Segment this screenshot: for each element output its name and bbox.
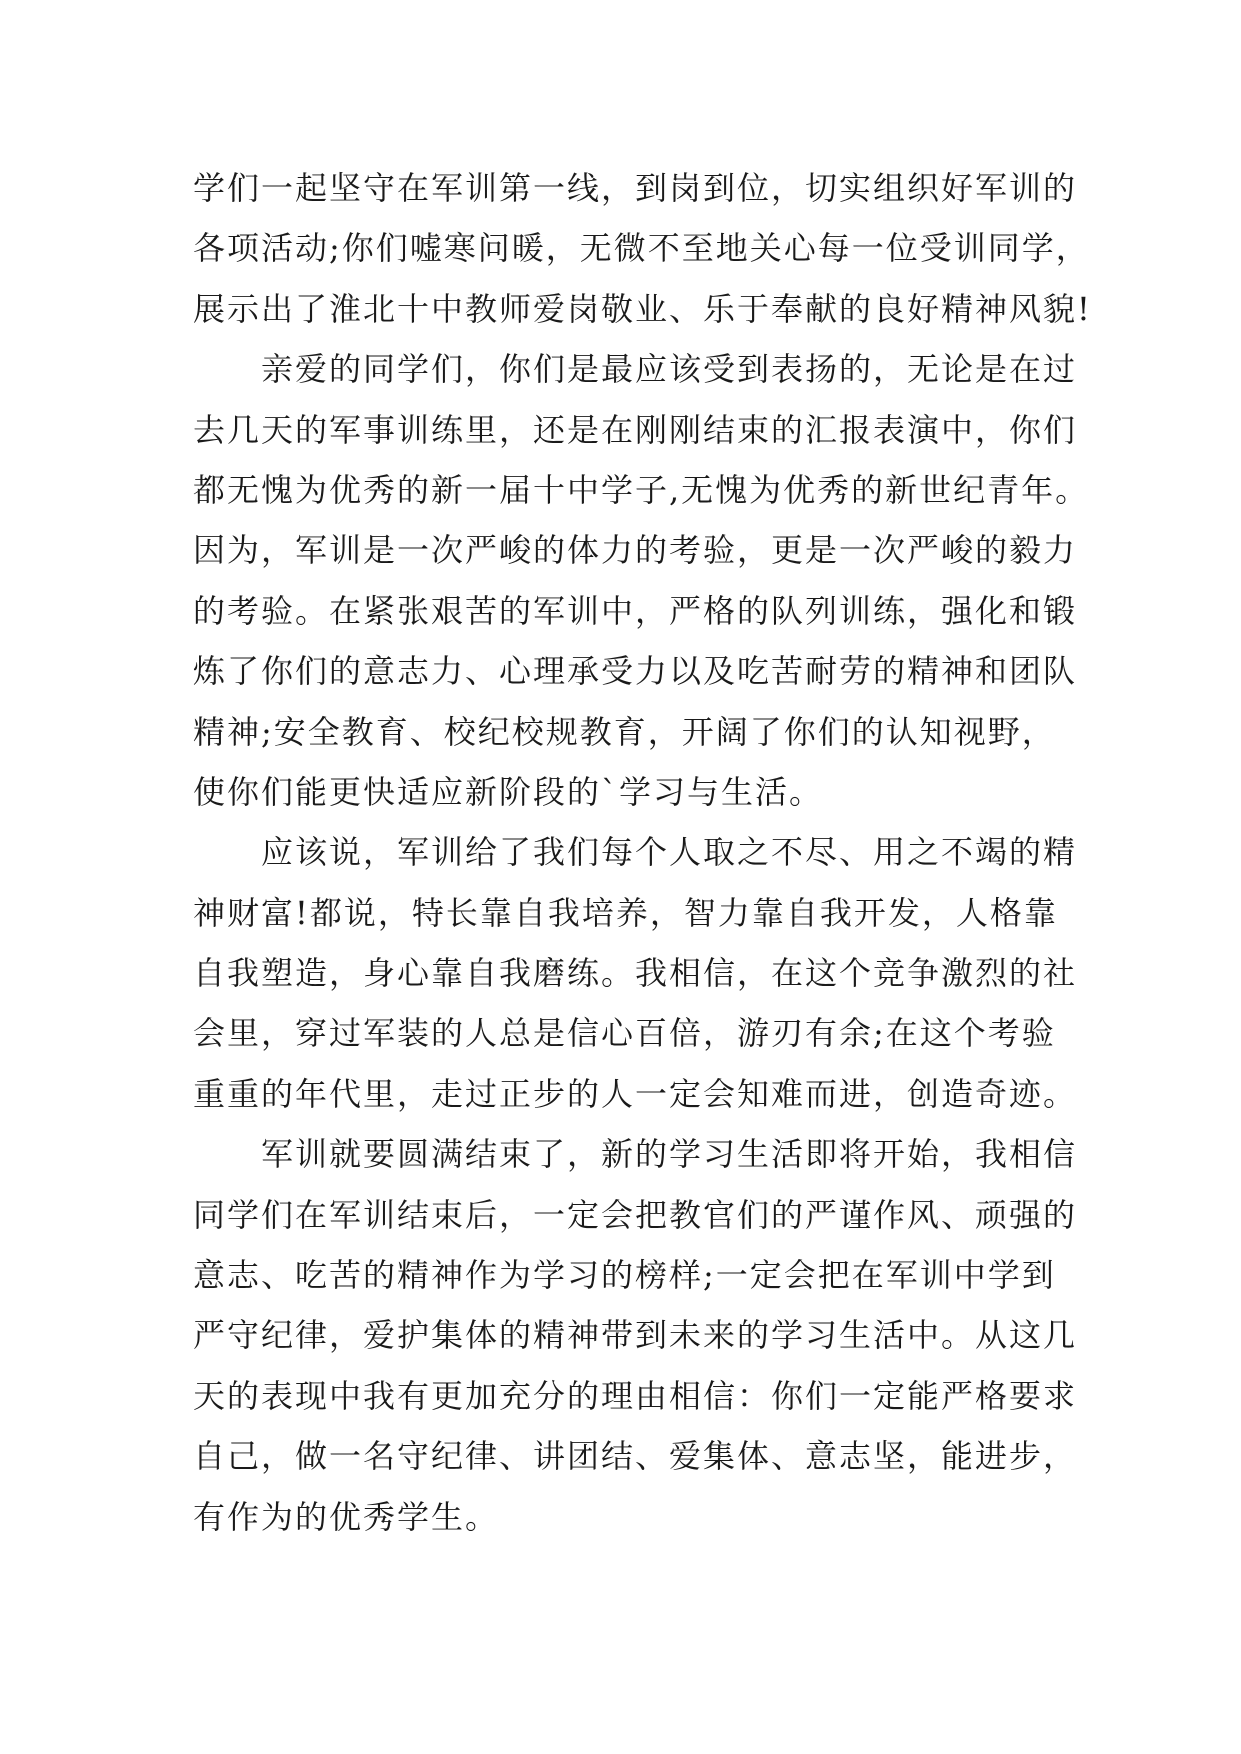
paragraph-first-line: 应该说，军训给了我们每个人取之不尽、用之不竭的精 [261,833,1078,872]
text-line: 同学们在军训结束后，一定会把教官们的严谨作风、顽强的 [193,1195,1078,1234]
text-line: 有作为的优秀学生。 [193,1497,500,1536]
text-line: 各项活动;你们嘘寒问暖，无微不至地关心每一位受训同学， [193,229,1090,268]
text-line: 严守纪律，爱护集体的精神带到未来的学习生活中。从这几 [193,1316,1078,1355]
text-line: 神财富!都说，特长靠自我培养，智力靠自我开发，人格靠 [193,893,1058,932]
text-line: 重重的年代里，走过正步的人一定会知难而进，创造奇迹。 [193,1074,1078,1113]
text-line: 学们一起坚守在军训第一线，到岗到位，切实组织好军训的 [193,169,1078,207]
paragraph-first-line: 军训就要圆满结束了，新的学习生活即将开始，我相信 [261,1135,1078,1174]
text-line: 都无愧为优秀的新一届十中学子,无愧为优秀的新世纪青年。 [193,470,1090,509]
text-line: 使你们能更快适应新阶段的`学习与生活。 [193,772,824,811]
text-line: 展示出了淮北十中教师爱岗敬业、乐于奉献的良好精神风貌! [193,289,1092,328]
text-line: 自己，做一名守纪律、讲团结、爱集体、意志坚，能进步， [193,1437,1078,1476]
text-line: 意志、吃苦的精神作为学习的榜样;一定会把在军训中学到 [193,1256,1056,1295]
text-line: 会里，穿过军装的人总是信心百倍，游刃有余;在这个考验 [193,1014,1056,1053]
text-line: 去几天的军事训练里，还是在刚刚结束的汇报表演中，你们 [193,410,1078,449]
text-line: 的考验。在紧张艰苦的军训中，严格的队列训练，强化和锻 [193,591,1078,630]
paragraph-first-line: 亲爱的同学们，你们是最应该受到表扬的，无论是在过 [261,350,1078,389]
document-body [193,158,1092,1547]
text-line: 炼了你们的意志力、心理承受力以及吃苦耐劳的精神和团队 [193,652,1078,691]
text-line: 精神;安全教育、校纪校规教育，开阔了你们的认知视野， [193,712,1056,751]
text-line: 自我塑造，身心靠自我磨练。我相信，在这个竞争激烈的社 [193,954,1078,993]
text-line: 因为，军训是一次严峻的体力的考验，更是一次严峻的毅力 [193,531,1078,570]
text-line: 天的表现中我有更加充分的理由相信：你们一定能严格要求 [193,1376,1078,1415]
